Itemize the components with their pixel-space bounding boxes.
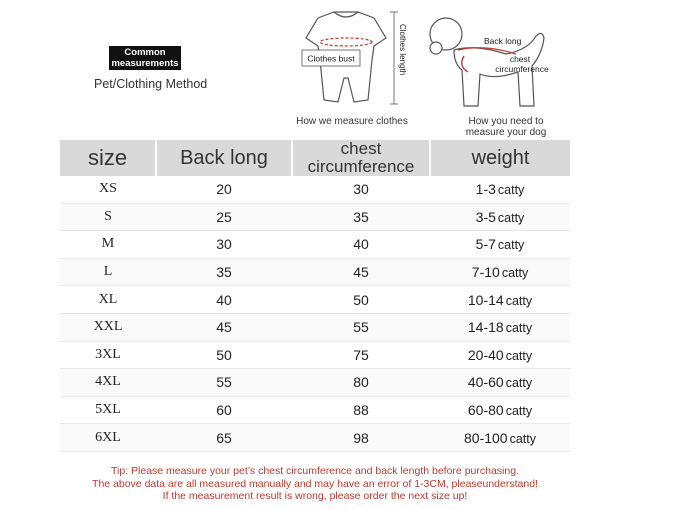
chest-label-1: chest (509, 54, 531, 64)
weight-range: 60-80 (467, 402, 504, 419)
header-size: size (60, 140, 156, 176)
tip-line-2: The above data are all measured manually and may have an error of 1-3CM, pleaseunderstand! (92, 477, 538, 490)
weight-range: 40-60 (467, 374, 504, 391)
cell-chest: 75 (292, 341, 430, 369)
cell-size: S (60, 203, 156, 231)
cell-back-long: 45 (156, 313, 292, 341)
cell-chest: 45 (292, 258, 430, 286)
table-row (60, 203, 570, 231)
size-chart-table (60, 140, 570, 452)
back-label: Back long (484, 36, 522, 46)
weight-unit: catty (497, 183, 525, 198)
table-row (60, 286, 570, 314)
weight-range: 7-10 (471, 264, 500, 281)
cell-chest: 88 (292, 396, 430, 424)
weight-range: 5-7 (475, 236, 496, 253)
weight-unit: catty (501, 266, 529, 281)
cell-weight (430, 203, 570, 231)
cell-weight (430, 396, 570, 424)
weight-unit: catty (505, 321, 533, 336)
cell-weight (430, 369, 570, 397)
cell-weight (430, 313, 570, 341)
cell-back-long: 55 (156, 369, 292, 397)
cell-back-long: 60 (156, 396, 292, 424)
cell-chest: 30 (292, 176, 430, 203)
clothes-measure-figure (276, 4, 416, 112)
cell-size: XS (60, 176, 156, 203)
tip-line-1: Tip: Please measure your pet’s chest circumference and back length before purchasing. (111, 465, 519, 477)
cell-size: 4XL (60, 369, 156, 397)
cell-chest: 35 (292, 203, 430, 231)
chest-label-2: circumference (495, 64, 549, 74)
weight-range: 10-14 (467, 291, 504, 308)
cell-back-long: 35 (156, 258, 292, 286)
weight-unit: catty (505, 376, 533, 391)
table-row (60, 258, 570, 286)
tip-notice (60, 465, 570, 503)
table-header-row (60, 140, 570, 176)
cell-chest: 55 (292, 313, 430, 341)
weight-range: 3-5 (475, 208, 496, 225)
weight-unit: catty (509, 431, 536, 446)
cell-size: 3XL (60, 341, 156, 369)
table-row (60, 231, 570, 259)
cell-weight (430, 231, 570, 259)
cell-size: M (60, 231, 156, 259)
clothes-caption: How we measure clothes (296, 116, 408, 127)
header-weight: weight (430, 140, 570, 176)
weight-range: 20-40 (467, 346, 504, 363)
cell-size: 5XL (60, 396, 156, 424)
cell-back-long: 40 (156, 286, 292, 314)
header-back-long: Back long (156, 140, 292, 176)
table-row (60, 313, 570, 341)
cell-back-long: 65 (156, 424, 292, 452)
cell-size: 6XL (60, 424, 156, 452)
weight-unit: catty (505, 404, 533, 419)
pet-clothing-method-label: Pet/Clothing Method (94, 77, 208, 91)
table-row (60, 396, 570, 424)
tip-line-3: If the measurement result is wrong, please order the next size up! (162, 490, 468, 502)
cell-weight (430, 286, 570, 314)
dog-caption: How you need to measure your dog (465, 116, 547, 138)
cell-weight (430, 258, 570, 286)
table-body (60, 176, 570, 451)
cell-weight (430, 176, 570, 203)
cell-weight (430, 424, 570, 452)
cell-size: XL (60, 286, 156, 314)
weight-unit: catty (497, 210, 525, 225)
weight-range: 1-3 (475, 181, 496, 198)
cell-size: L (60, 258, 156, 286)
cell-back-long: 25 (156, 203, 292, 231)
table-row (60, 341, 570, 369)
weight-range: 14-18 (467, 319, 504, 336)
cell-weight (430, 341, 570, 369)
cell-back-long: 50 (156, 341, 292, 369)
weight-range: 80-100 (464, 429, 508, 446)
header-chest (292, 140, 430, 176)
cell-size: XXL (60, 313, 156, 341)
header-chest-line2: circumference (307, 157, 415, 176)
length-label: Clothes length (398, 24, 407, 76)
cell-back-long: 20 (156, 176, 292, 203)
cell-chest: 98 (292, 424, 430, 452)
table-row (60, 176, 570, 203)
common-measurements-badge: Common measurements (109, 46, 181, 70)
dog-measure-figure (424, 10, 574, 112)
cell-chest: 50 (292, 286, 430, 314)
cell-chest: 40 (292, 231, 430, 259)
table-row (60, 424, 570, 452)
weight-unit: catty (497, 238, 525, 253)
weight-unit: catty (505, 293, 533, 308)
cell-back-long: 30 (156, 231, 292, 259)
weight-unit: catty (505, 348, 533, 363)
bust-label: Clothes bust (307, 53, 355, 64)
header-chest-line1: chest (340, 139, 382, 158)
table-row (60, 369, 570, 397)
cell-chest: 80 (292, 369, 430, 397)
